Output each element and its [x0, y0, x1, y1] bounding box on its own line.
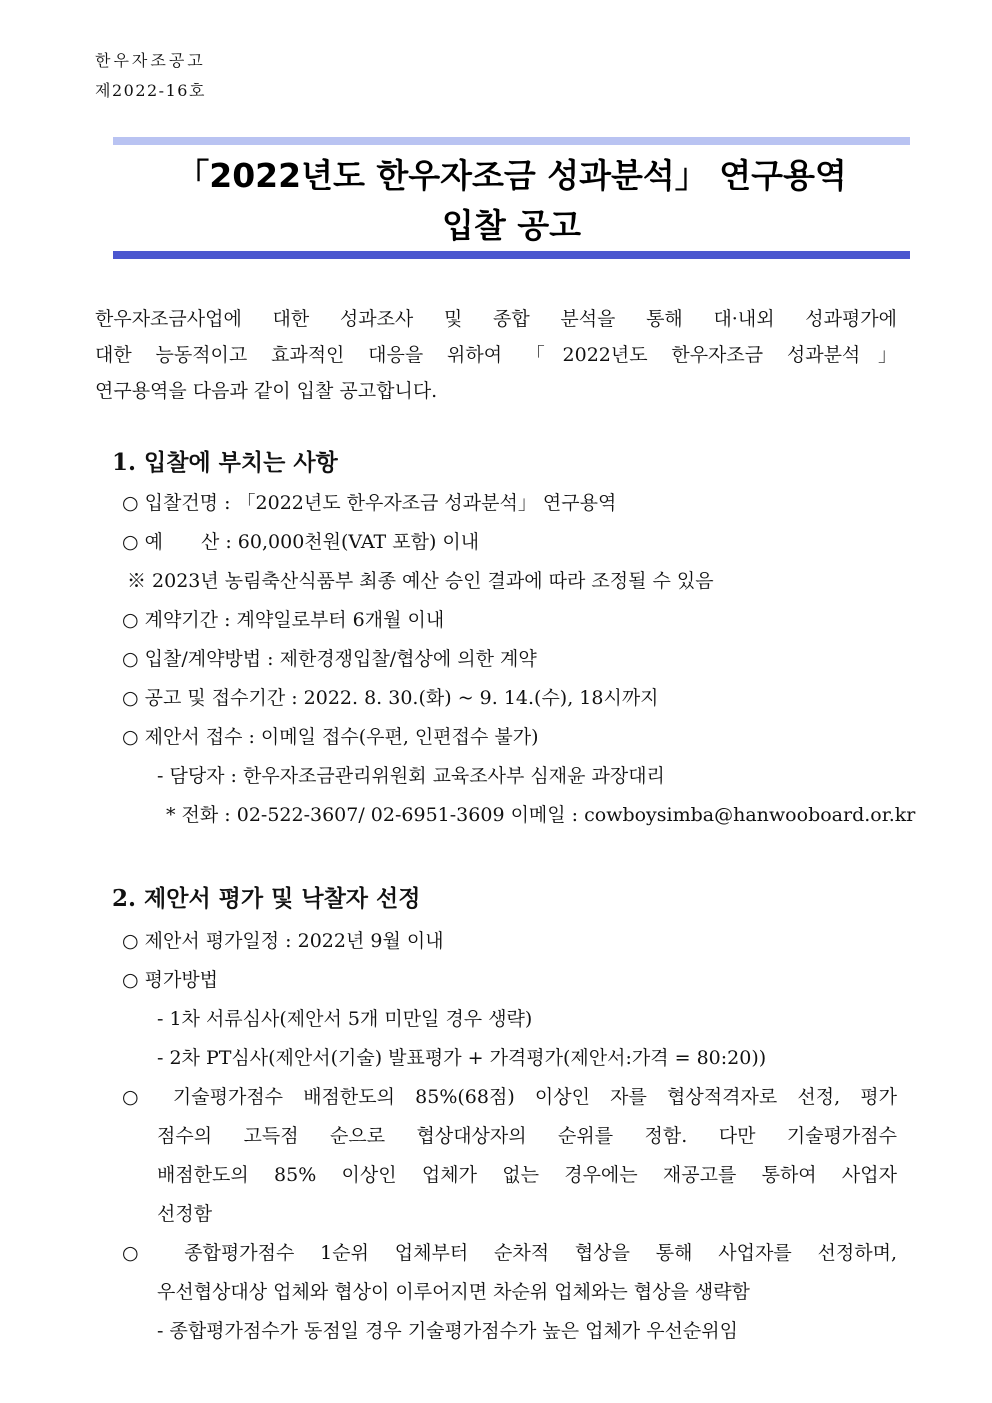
list-item: ○ 계약기간 : 계약일로부터 6개월 이내 — [122, 609, 445, 631]
note-item: ※ 2023년 농림축산식품부 최종 예산 승인 결과에 따라 조정될 수 있음 — [127, 570, 714, 592]
list-item-continued: 배점한도의 85% 이상인 업체가 없는 경우에는 재공고를 통하여 사업자 — [157, 1164, 897, 1186]
notice-org: 한우자조공고 — [95, 51, 206, 70]
list-item: ○ 평가방법 — [122, 969, 219, 991]
sub-item: - 종합평가점수가 동점일 경우 기술평가점수가 높은 업체가 우선순위임 — [157, 1320, 738, 1342]
sub-item: - 2차 PT심사(제안서(기술) 발표평가 + 가격평가(제안서:가격 = 80:20)) — [157, 1047, 767, 1069]
notice-number: 제2022-16호 — [95, 81, 206, 100]
intro-line: 대한 능동적이고 효과적인 대응을 위하여 「2022년도 한우자조금 성과분석」 — [95, 344, 897, 366]
list-item: ○ 제안서 평가일정 : 2022년 9월 이내 — [122, 930, 444, 952]
contact-line: * 전화 : 02-522-3607/ 02-6951-3609 이메일 : cowboysimba@hanwooboard.or.kr — [166, 804, 916, 826]
list-item-continued: 점수의 고득점 순으로 협상대상자의 순위를 정함. 다만 기술평가점수 — [157, 1125, 897, 1147]
list-item: ○ 기술평가점수 배점한도의 85%(68점) 이상인 자를 협상적격자로 선정, 평가 — [122, 1086, 897, 1108]
list-item: ○ 종합평가점수 1순위 업체부터 순차적 협상을 통해 사업자를 선정하며, — [122, 1242, 897, 1264]
title-line-1: 「2022년도 한우자조금 성과분석」 연구용역 — [176, 156, 847, 195]
section-1-heading: 1. 입찰에 부치는 사항 — [112, 449, 338, 476]
title-top-bar — [113, 137, 910, 145]
list-item: ○ 입찰/계약방법 : 제한경쟁입찰/협상에 의한 계약 — [122, 648, 537, 670]
title-bottom-bar — [113, 251, 910, 259]
list-item-continued: 우선협상대상 업체와 협상이 이루어지면 차순위 업체와는 협상을 생략함 — [157, 1281, 750, 1303]
intro-line: 한우자조금사업에 대한 성과조사 및 종합 분석을 통해 대·내외 성과평가에 — [95, 308, 897, 330]
list-item: ○ 예 산 : 60,000천원(VAT 포함) 이내 — [122, 531, 480, 553]
list-item: ○ 제안서 접수 : 이메일 접수(우편, 인편접수 불가) — [122, 726, 539, 748]
list-item-continued: 선정함 — [157, 1203, 213, 1225]
sub-item: - 1차 서류심사(제안서 5개 미만일 경우 생략) — [157, 1008, 533, 1030]
intro-line: 연구용역을 다음과 같이 입찰 공고합니다. — [95, 380, 438, 402]
section-2-heading: 2. 제안서 평가 및 낙찰자 선정 — [112, 885, 421, 912]
sub-item: - 담당자 : 한우자조금관리위원회 교육조사부 심재윤 과장대리 — [157, 765, 665, 787]
list-item: ○ 공고 및 접수기간 : 2022. 8. 30.(화) ~ 9. 14.(수), 18시까지 — [122, 687, 659, 709]
title-line-2: 입찰 공고 — [441, 206, 581, 245]
list-item: ○ 입찰건명 : 「2022년도 한우자조금 성과분석」 연구용역 — [122, 492, 617, 514]
